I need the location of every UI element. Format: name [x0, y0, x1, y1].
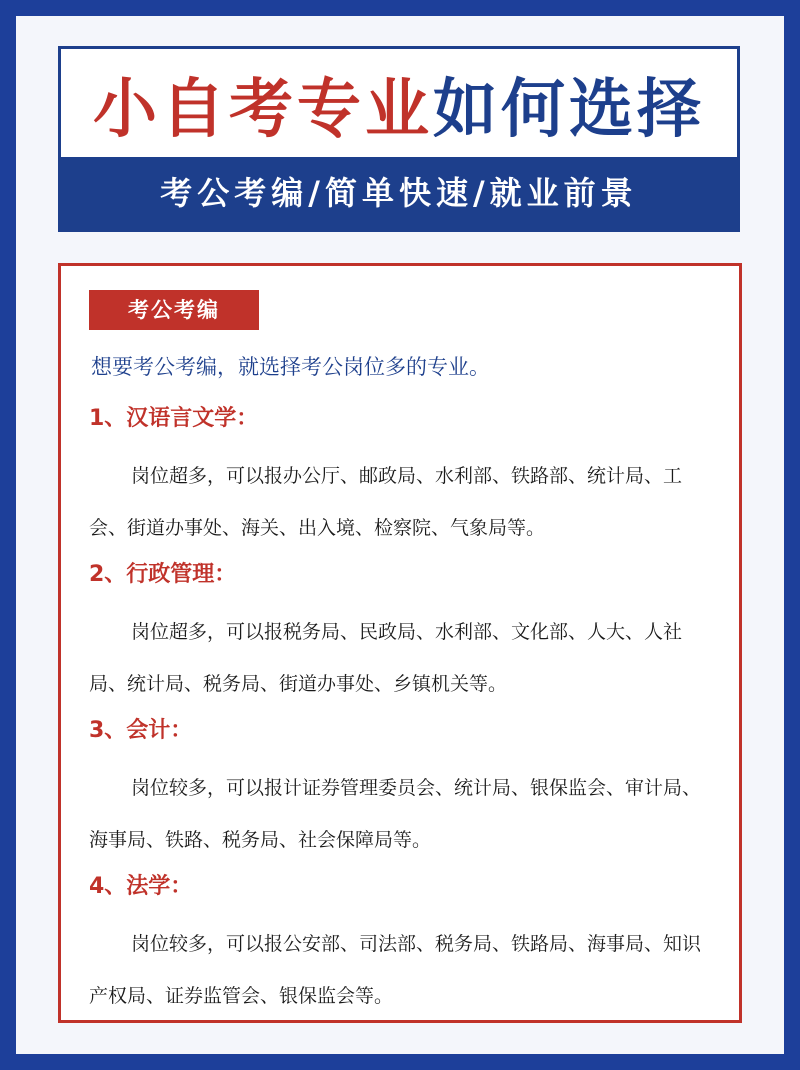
page-title [61, 55, 737, 165]
major-desc-1-text: 岗位超多，可以报办公厅、邮政局、水利部、铁路部、统计局、工会、街道办事处、海关、出入境、检察院、气象局等。 [89, 465, 683, 539]
major-desc-3-text: 岗位较多，可以报计证券管理委员会、统计局、银保监会、审计局、海事局、铁路、税务局、社会保障局等。 [89, 777, 702, 851]
title-box [58, 46, 740, 232]
major-desc-4 [89, 918, 719, 1022]
intro-text: 想要考公考编，就选择考公岗位多的专业。 [91, 355, 490, 379]
title-red-part: 小自考专业 [93, 73, 433, 147]
major-desc-2-text: 岗位超多，可以报税务局、民政局、水利部、文化部、人大、人社局、统计局、税务局、街道办事处、乡镇机关等。 [89, 621, 683, 695]
poster [16, 16, 784, 1054]
section-tag: 考公考编 [89, 290, 259, 330]
major-desc-1 [89, 450, 719, 554]
major-heading-4: 4、法学： [89, 874, 193, 899]
subtitle-band [61, 157, 737, 229]
major-desc-4-text: 岗位较多，可以报公安部、司法部、税务局、铁路局、海事局、知识产权局、证券监管会、银保监会等。 [89, 933, 702, 1007]
major-heading-1: 1、汉语言文学： [89, 406, 259, 431]
title-blue-part: 如何选择 [433, 73, 705, 147]
major-desc-2 [89, 606, 719, 710]
subtitle: 考公考编/简单快速/就业前景 [160, 174, 638, 212]
major-heading-2: 2、行政管理： [89, 562, 237, 587]
major-heading-3: 3、会计： [89, 718, 193, 743]
content-box [58, 263, 742, 1023]
major-desc-3 [89, 762, 719, 866]
